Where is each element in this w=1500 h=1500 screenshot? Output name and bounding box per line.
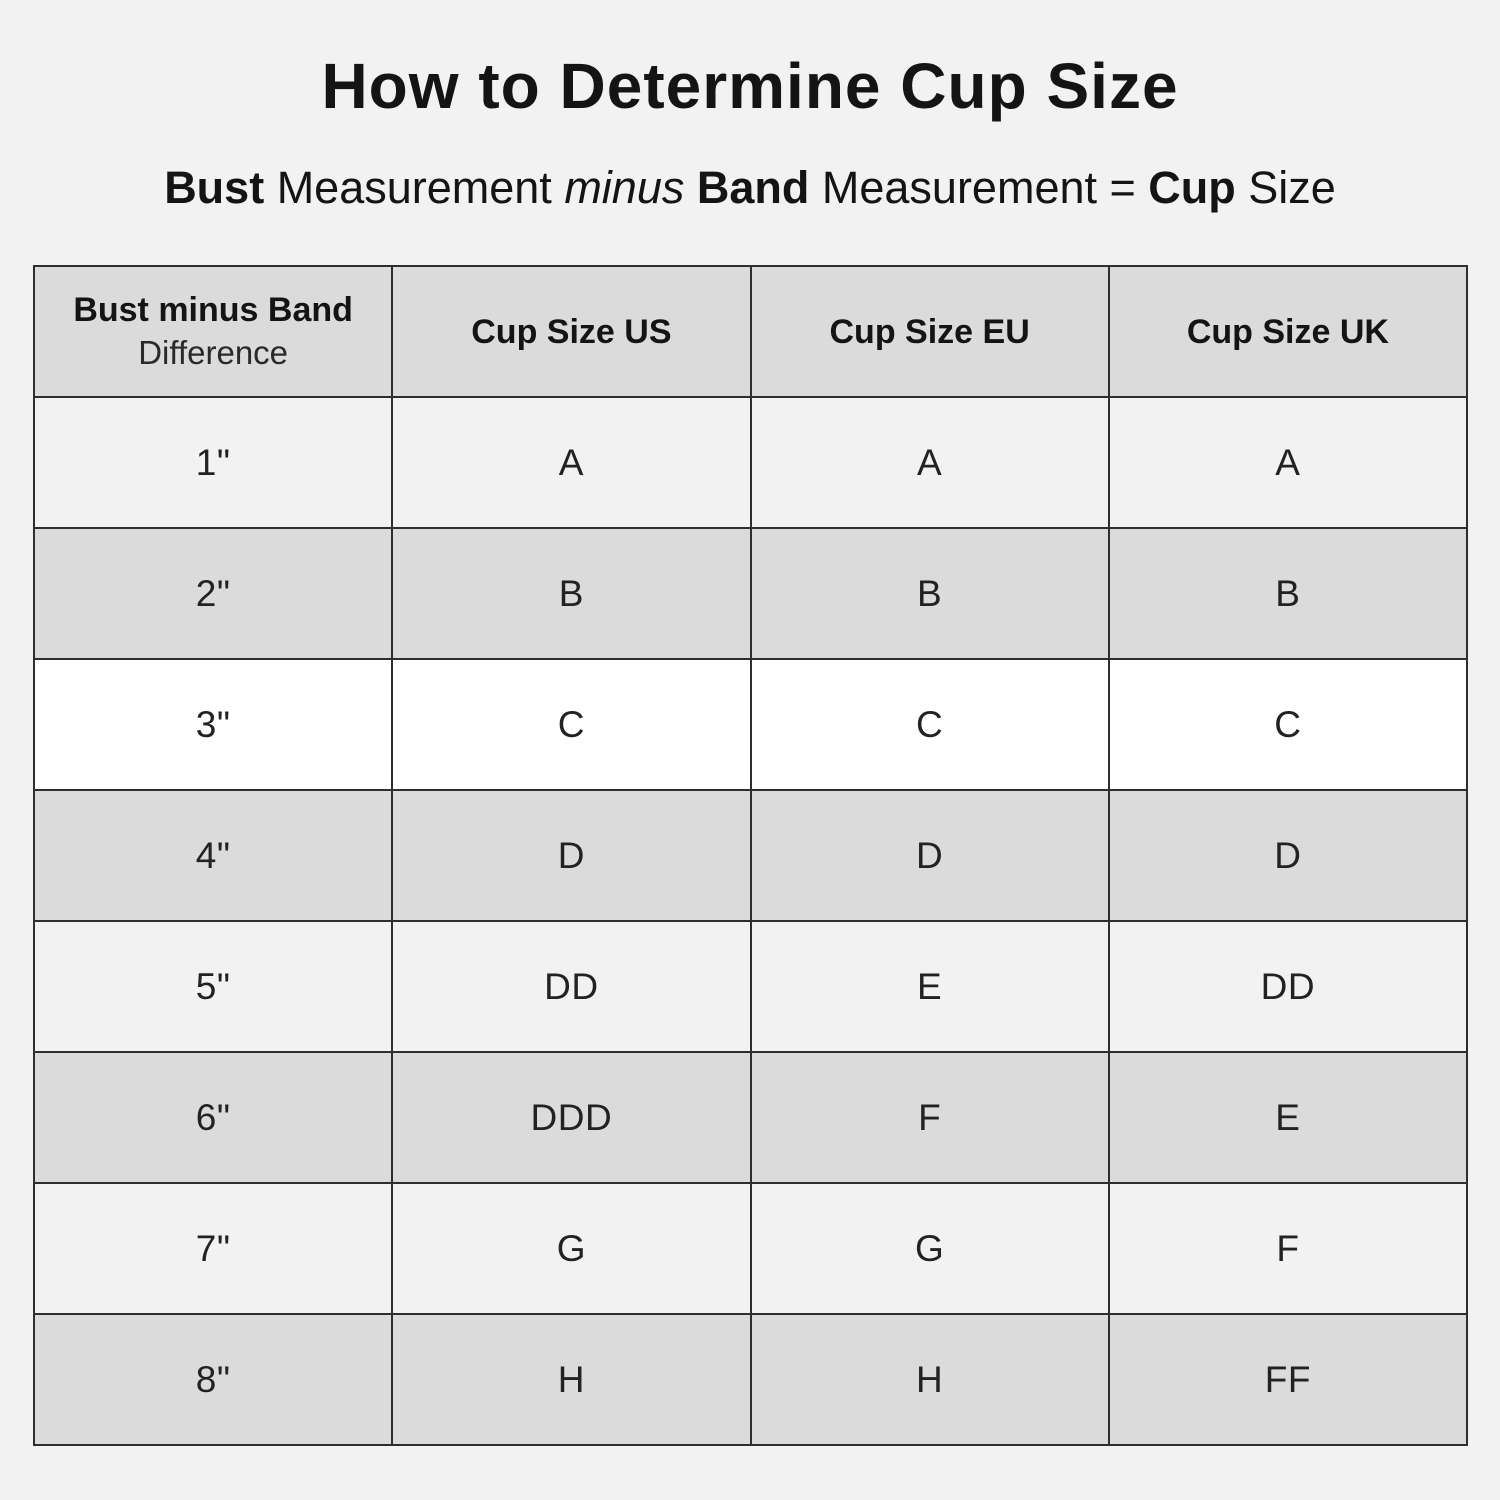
cell-cup-size-eu: E (751, 921, 1109, 1052)
cell-difference: 4" (34, 790, 392, 921)
cell-cup-size-uk: B (1109, 528, 1467, 659)
cell-cup-size-us: B (392, 528, 750, 659)
page-title: How to Determine Cup Size (321, 50, 1179, 122)
cell-cup-size-us: DDD (392, 1052, 750, 1183)
cell-cup-size-us: DD (392, 921, 750, 1052)
table-row (34, 1183, 1467, 1314)
cell-cup-size-uk: D (1109, 790, 1467, 921)
cell-cup-size-uk: A (1109, 397, 1467, 528)
cell-difference: 8" (34, 1314, 392, 1445)
header-cup-size-eu: Cup Size EU (751, 266, 1109, 397)
subtitle-segment: Measurement (264, 161, 565, 213)
subtitle-segment: minus (564, 161, 685, 213)
table-row (34, 790, 1467, 921)
cell-cup-size-eu: H (751, 1314, 1109, 1445)
table-body (34, 397, 1467, 1445)
cell-cup-size-eu: A (751, 397, 1109, 528)
cell-difference: 6" (34, 1052, 392, 1183)
cell-cup-size-eu: B (751, 528, 1109, 659)
subtitle-segment: Bust (164, 161, 265, 213)
table-row (34, 921, 1467, 1052)
cell-difference: 5" (34, 921, 392, 1052)
subtitle-segment: Measurement = (809, 161, 1149, 213)
cell-cup-size-uk: E (1109, 1052, 1467, 1183)
subtitle-segment: Cup (1148, 161, 1236, 213)
cell-cup-size-eu: D (751, 790, 1109, 921)
cell-difference: 2" (34, 528, 392, 659)
cell-difference: 1" (34, 397, 392, 528)
header-bust-minus-band-subtitle: Difference (138, 334, 289, 372)
header-cup-size-us: Cup Size US (392, 266, 750, 397)
table-row (34, 1314, 1467, 1445)
table-header-row (34, 266, 1467, 397)
table-row (34, 1052, 1467, 1183)
cell-cup-size-uk: F (1109, 1183, 1467, 1314)
cell-cup-size-eu: G (751, 1183, 1109, 1314)
cup-size-table (33, 265, 1468, 1446)
cell-cup-size-us: G (392, 1183, 750, 1314)
cell-cup-size-eu: F (751, 1052, 1109, 1183)
cell-difference: 7" (34, 1183, 392, 1314)
header-cup-size-uk: Cup Size UK (1109, 266, 1467, 397)
header-bust-minus-band (34, 266, 392, 397)
cell-difference: 3" (34, 659, 392, 790)
cell-cup-size-uk: FF (1109, 1314, 1467, 1445)
table-row (34, 659, 1467, 790)
cell-cup-size-uk: C (1109, 659, 1467, 790)
formula-subtitle (0, 162, 1500, 214)
header-bust-minus-band-title: Bust minus Band (73, 291, 353, 330)
cell-cup-size-us: H (392, 1314, 750, 1445)
table-row (34, 397, 1467, 528)
cell-cup-size-us: D (392, 790, 750, 921)
table-row (34, 528, 1467, 659)
subtitle-segment: Band (684, 161, 810, 213)
cell-cup-size-us: A (392, 397, 750, 528)
table-header (34, 266, 1467, 397)
cell-cup-size-us: C (392, 659, 750, 790)
cell-cup-size-eu: C (751, 659, 1109, 790)
subtitle-segment: Size (1235, 161, 1336, 213)
cell-cup-size-uk: DD (1109, 921, 1467, 1052)
